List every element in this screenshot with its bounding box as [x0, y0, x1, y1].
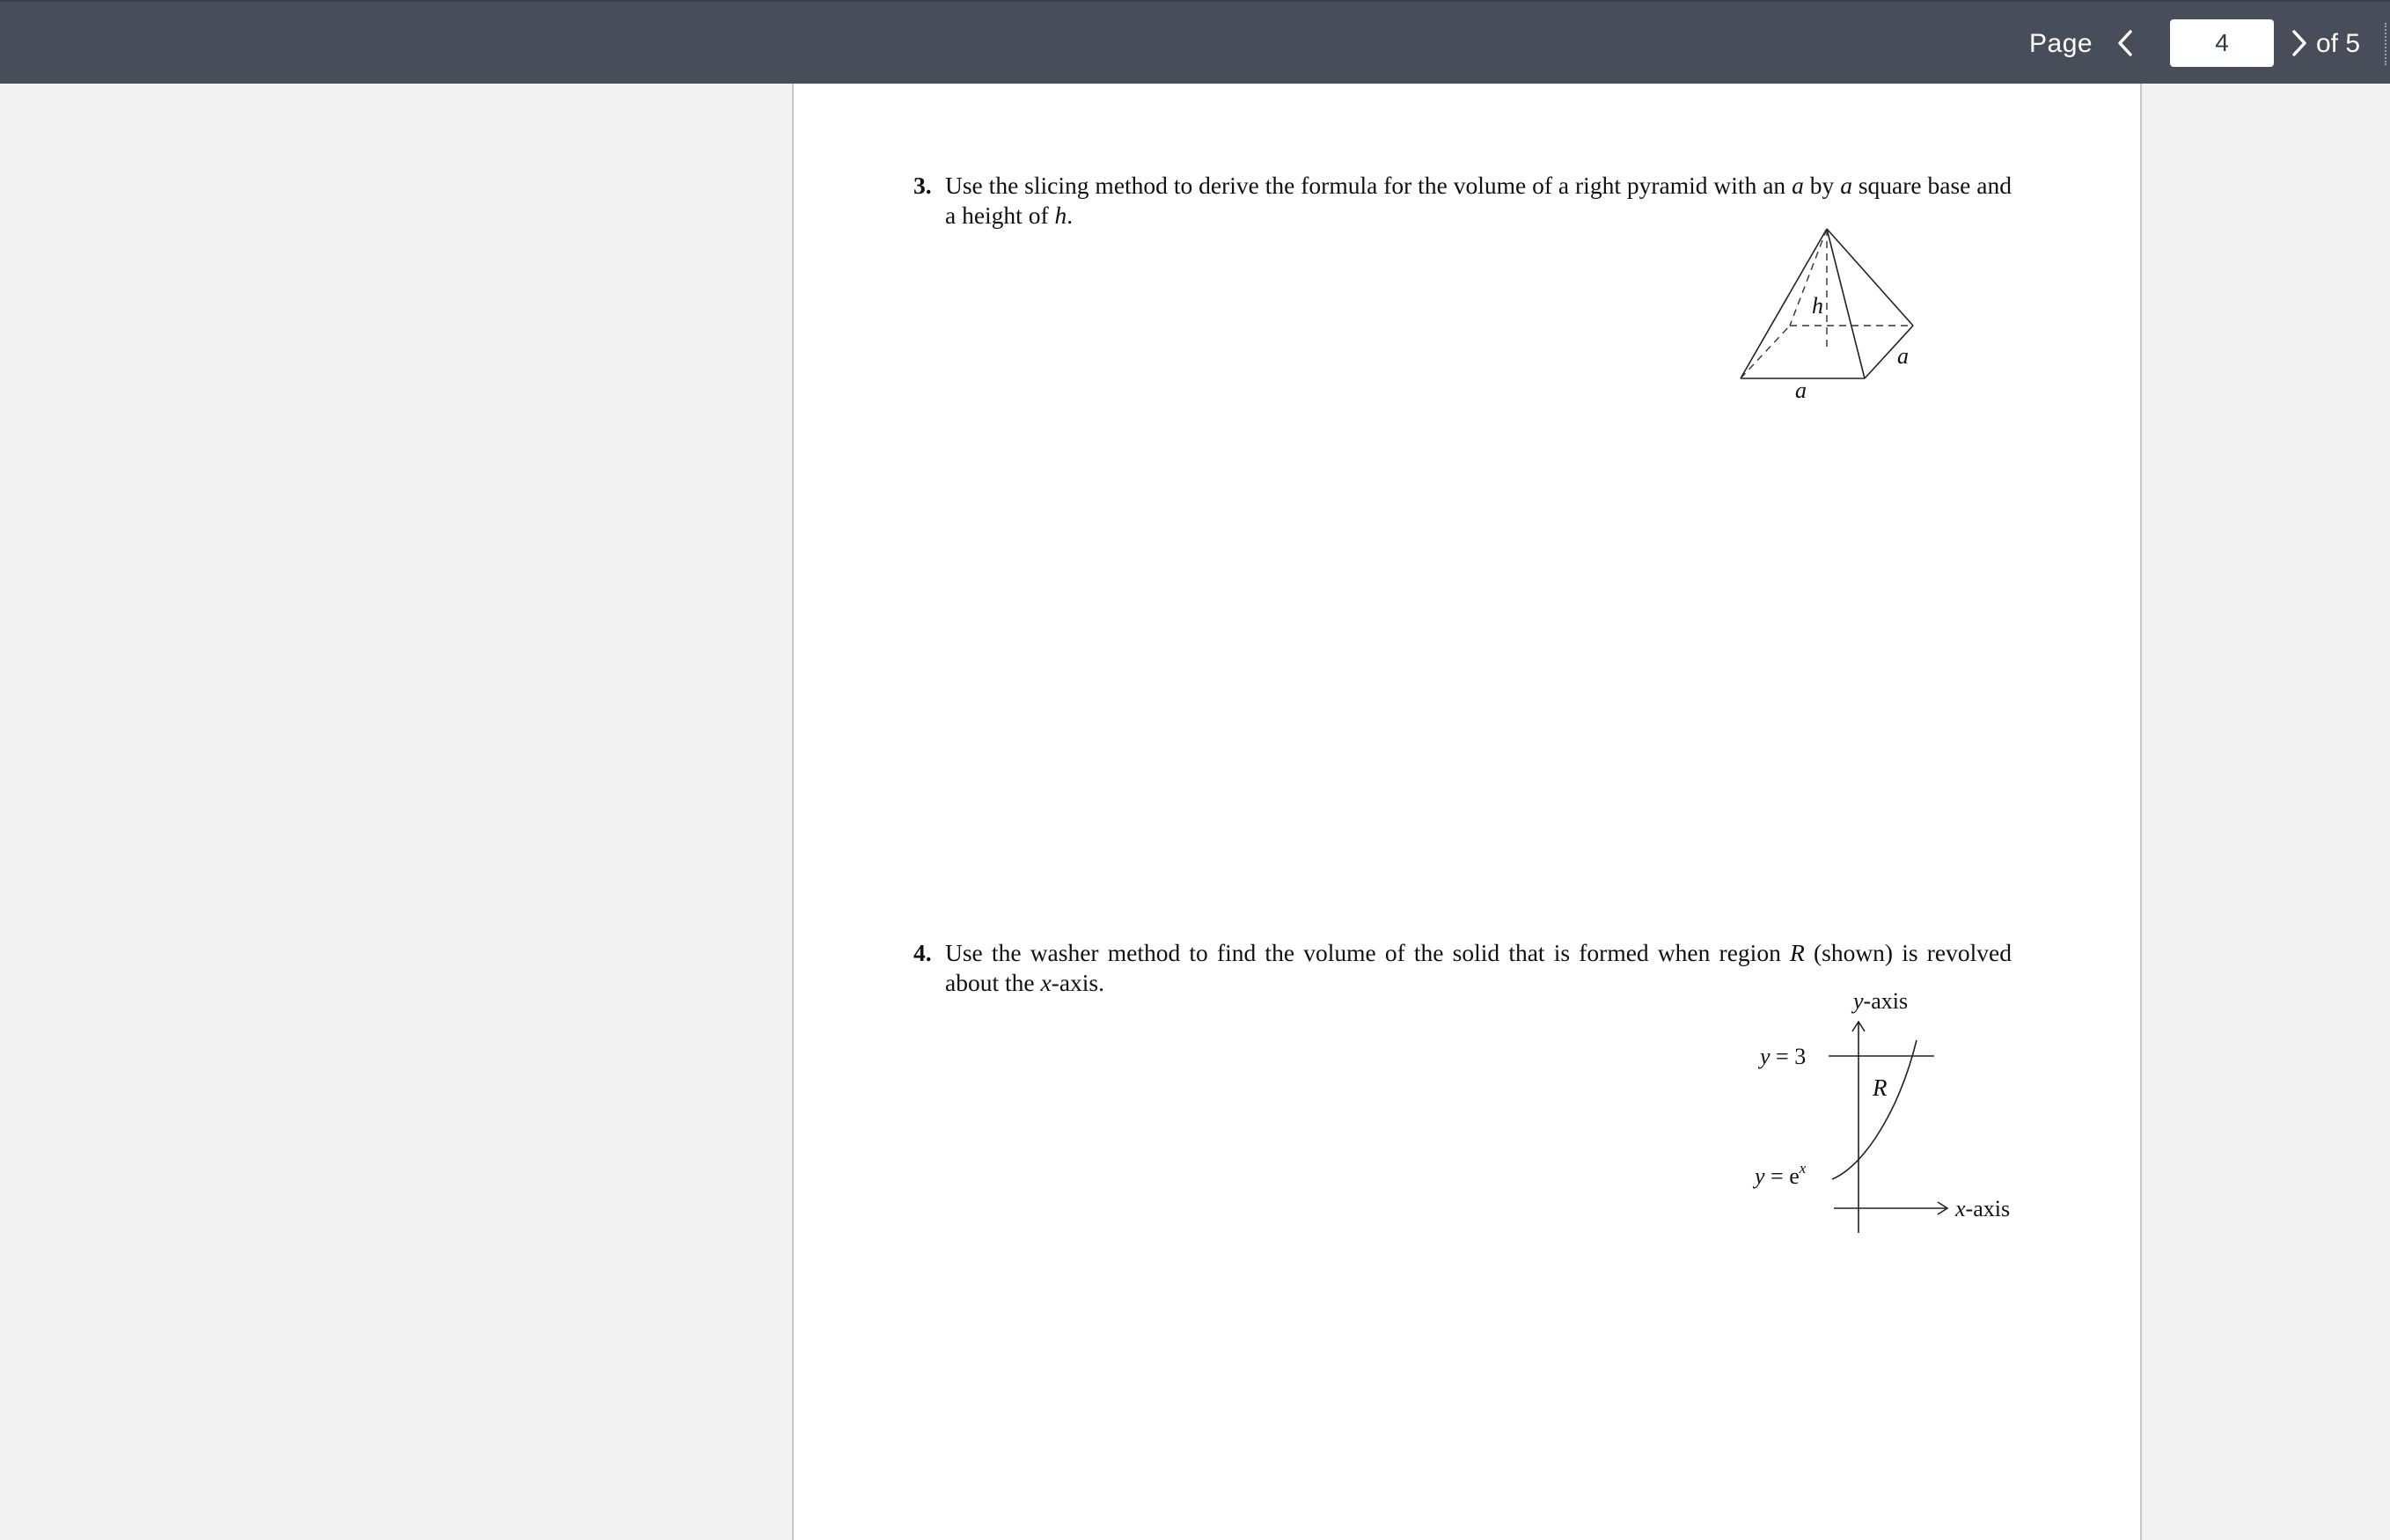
problem-4-text-part: (shown) is revolved about the	[945, 939, 2012, 996]
problem-3-var-a: a	[1840, 172, 1852, 199]
region-label: R	[1873, 1074, 1888, 1101]
pdf-page	[792, 84, 2142, 1540]
problem-4-var-r: R	[1789, 939, 1805, 966]
pyramid-label-a-front: a	[1795, 378, 1807, 403]
curve-label-eq: = e	[1764, 1163, 1800, 1189]
y-axis-label	[1851, 988, 1908, 1014]
x-axis-label	[1954, 1196, 2010, 1221]
pdf-toolbar	[0, 0, 2390, 84]
total-pages-label: of 5	[2316, 29, 2361, 58]
problem-4-number: 4.	[913, 939, 932, 966]
curve-y-equals-e-x	[1832, 1040, 1917, 1179]
problem-3-var-a: a	[1792, 172, 1804, 199]
curve-label-exponent: x	[1799, 1160, 1807, 1177]
line-label-eq: = 3	[1770, 1044, 1807, 1069]
problem-3-text-part: square base and a height of	[945, 172, 2012, 229]
curve-label-var: y	[1755, 1163, 1765, 1189]
toolbar-resize-grip[interactable]	[2385, 23, 2388, 65]
problem-3-var-h: h	[1054, 202, 1067, 229]
x-axis-suffix: -axis	[1965, 1196, 2011, 1221]
x-axis-var: x	[1955, 1196, 1966, 1221]
y-axis-var: y	[1853, 988, 1864, 1014]
pyramid-label-a-side: a	[1897, 343, 1909, 369]
problem-3-text-part: Use the slicing method to derive the formula for the volume of a right pyramid with an	[945, 172, 1792, 199]
previous-page-button[interactable]	[2108, 21, 2144, 65]
chevron-left-icon	[2108, 21, 2144, 65]
problem-4-var-x: x	[1040, 969, 1052, 996]
chevron-right-icon	[2286, 21, 2313, 65]
problem-3-text-part: .	[1067, 202, 1074, 229]
page-label: Page	[2029, 29, 2093, 58]
curve-label	[1752, 1160, 1807, 1189]
problem-4-text-part: Use the washer method to find the volume of the solid that is formed when region	[945, 939, 1790, 966]
problem-4-text-part: -axis.	[1051, 969, 1105, 996]
problem-3-text-part: by	[1803, 172, 1841, 199]
y-axis-suffix: -axis	[1863, 988, 1909, 1014]
line-label-var: y	[1760, 1044, 1771, 1069]
region-graph	[794, 84, 2144, 1540]
next-page-button[interactable]	[2254, 21, 2307, 65]
pyramid-label-h: h	[1812, 293, 1823, 319]
problem-3-number: 3.	[913, 172, 932, 199]
line-label	[1757, 1044, 1806, 1069]
